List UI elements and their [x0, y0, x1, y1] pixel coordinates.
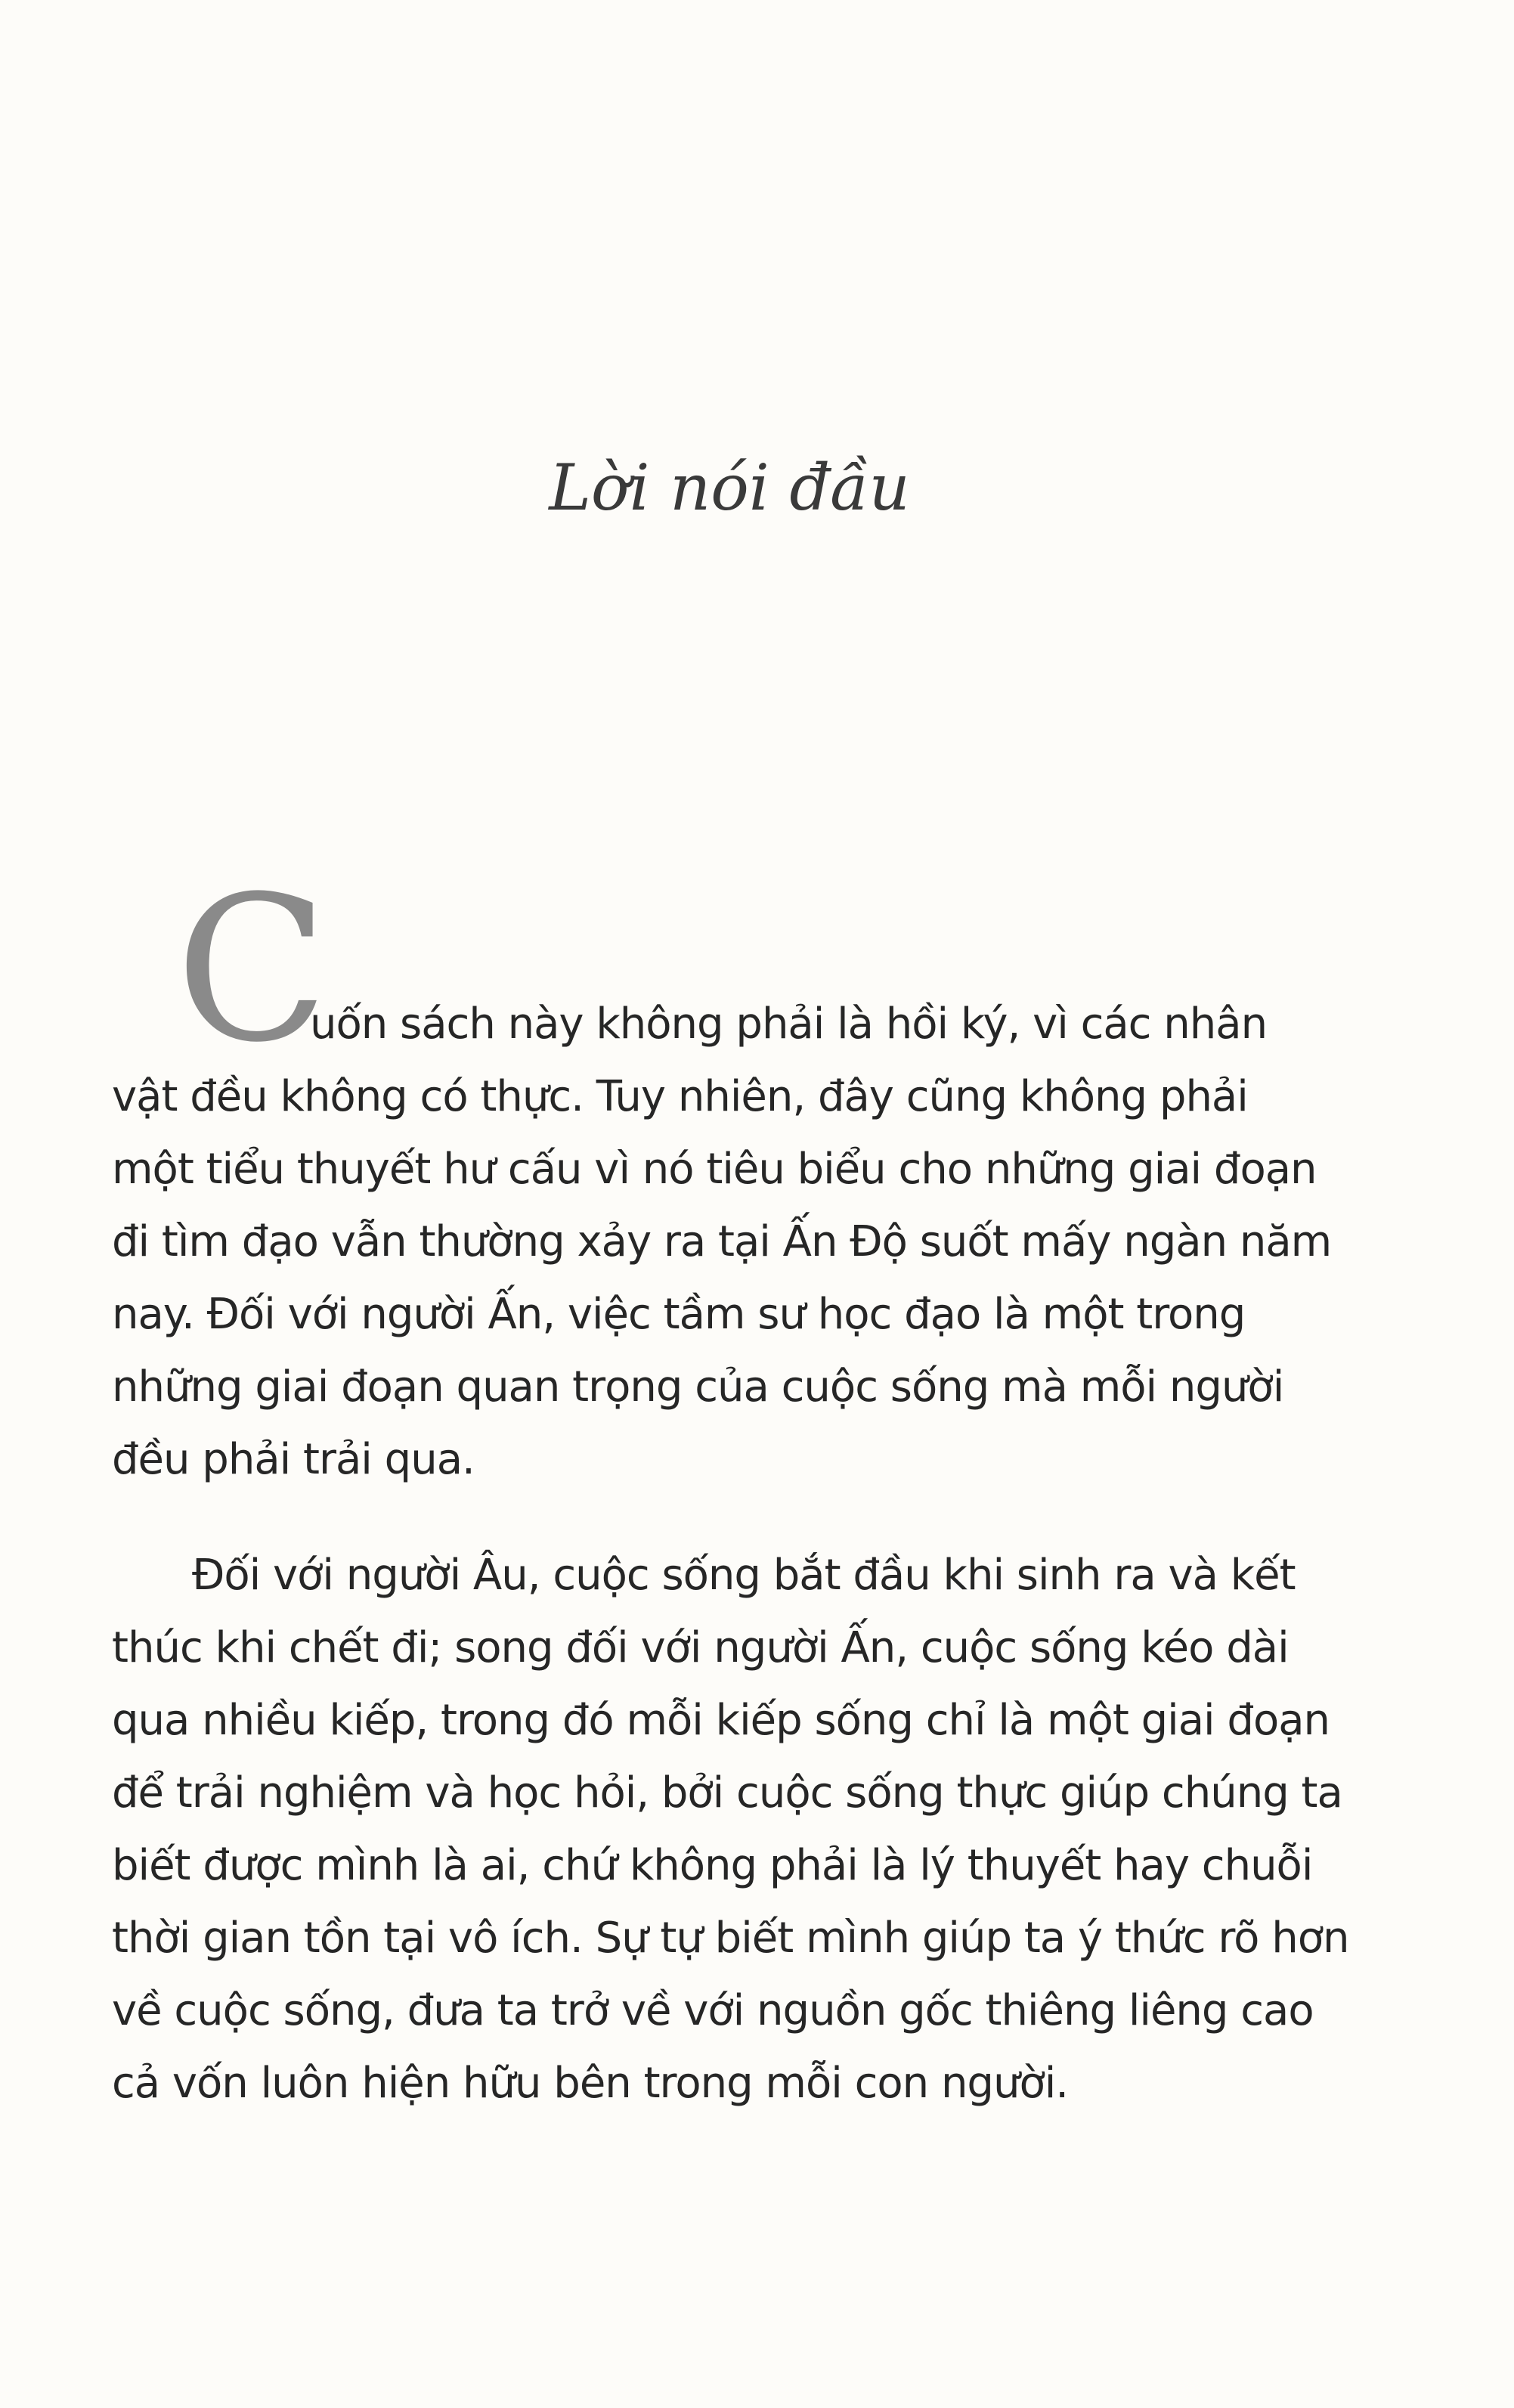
- text-line: vật đều không có thực. Tuy nhiên, đây cũng không phải: [112, 1072, 1248, 1121]
- text-line: cả vốn luôn hiện hữu bên trong mỗi con người.: [112, 2059, 1069, 2108]
- text-line: Đối với người Âu, cuộc sống bắt đầu khi sinh ra và kết: [192, 1551, 1296, 1600]
- text-line: đi tìm đạo vẫn thường xảy ra tại Ấn Độ suốt mấy ngàn năm: [112, 1217, 1332, 1266]
- text-line: để trải nghiệm và học hỏi, bởi cuộc sống thực giúp chúng ta: [112, 1768, 1342, 1818]
- text-line: về cuộc sống, đưa ta trở về với nguồn gốc thiêng liêng cao: [112, 1986, 1314, 2035]
- paragraph-1: [112, 988, 1351, 1496]
- text-line: đều phải trải qua.: [112, 1435, 475, 1484]
- page-title: Lời nói đầu: [549, 451, 910, 525]
- text-line: những giai đoạn quan trọng của cuộc sống mà mỗi người: [112, 1362, 1284, 1412]
- paragraph-2: [112, 1539, 1351, 2120]
- text-line: nay. Đối với người Ấn, việc tầm sư học đạo là một trong: [112, 1290, 1246, 1339]
- text-line: thúc khi chết đi; song đối với người Ấn, cuộc sống kéo dài: [112, 1623, 1289, 1672]
- text-line: qua nhiều kiếp, trong đó mỗi kiếp sống chỉ là một giai đoạn: [112, 1696, 1330, 1745]
- text-line: biết được mình là ai, chứ không phải là lý thuyết hay chuỗi: [112, 1841, 1313, 1890]
- text-line: uốn sách này không phải là hồi ký, vì các nhân: [310, 999, 1268, 1049]
- drop-cap-letter: C: [175, 854, 329, 1086]
- text-line: thời gian tồn tại vô ích. Sự tự biết mình giúp ta ý thức rõ hơn: [112, 1914, 1349, 1963]
- text-line: một tiểu thuyết hư cấu vì nó tiêu biểu cho những giai đoạn: [112, 1145, 1317, 1194]
